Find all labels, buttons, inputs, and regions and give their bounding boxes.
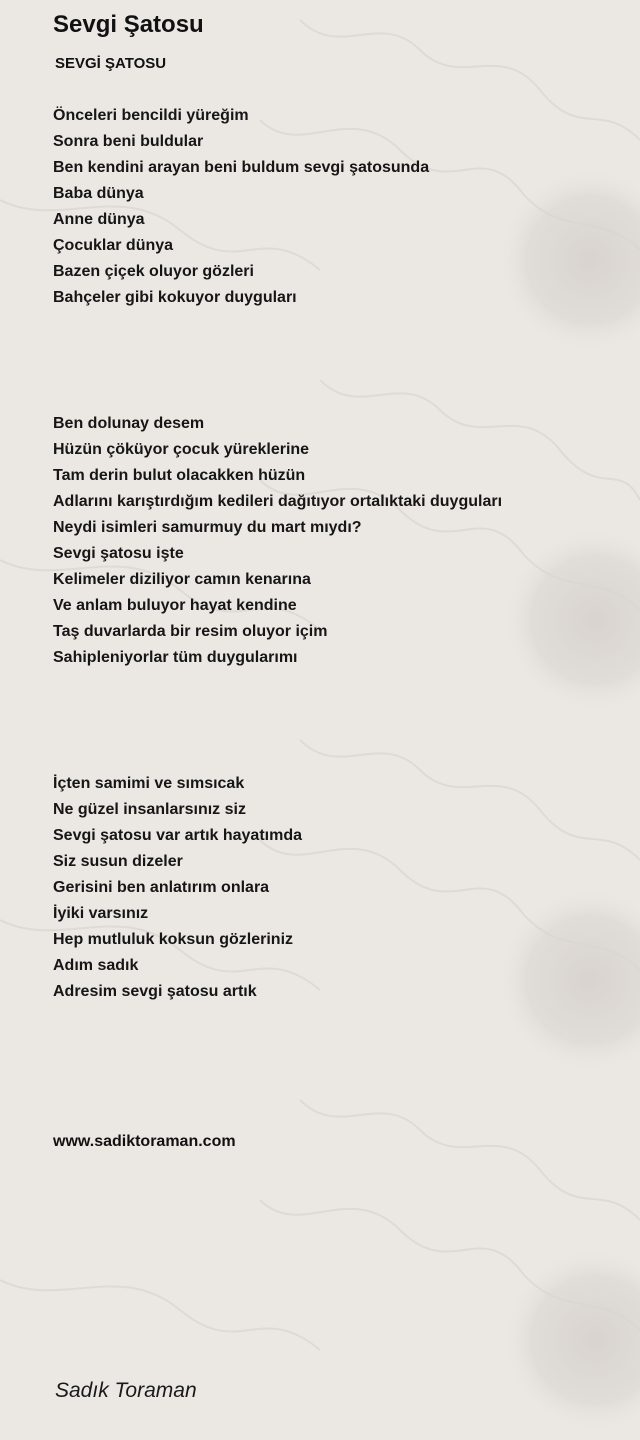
poem-line: Ve anlam buluyor hayat kendine: [53, 597, 297, 614]
poem-line: Çocuklar dünya: [53, 237, 174, 254]
poem-title: Sevgi Şatosu: [53, 11, 204, 38]
poem-line: Sevgi şatosu işte: [53, 545, 184, 562]
poem-line: Adresim sevgi şatosu artık: [53, 983, 257, 1000]
poem-line: Bazen çiçek oluyor gözleri: [53, 263, 254, 280]
poem-line: Sevgi şatosu var artık hayatımda: [53, 827, 302, 844]
poem-line: Sonra beni buldular: [53, 133, 204, 150]
poem-subtitle: SEVGİ ŞATOSU: [55, 55, 167, 72]
poem-line: İçten samimi ve sımsıcak: [53, 775, 245, 792]
stanza-3: [53, 771, 302, 1005]
poem-line: Kelimeler diziliyor camın kenarına: [53, 571, 311, 588]
poem-line: Gerisini ben anlatırım onlara: [53, 879, 270, 896]
poem-line: Ben dolunay desem: [53, 415, 205, 432]
poem-line: İyiki varsınız: [53, 905, 149, 922]
poem-line: Siz susun dizeler: [53, 853, 183, 870]
poem-line: Ben kendini arayan beni buldum sevgi şatosunda: [53, 159, 430, 176]
poem-line: Taş duvarlarda bir resim oluyor içim: [53, 623, 328, 640]
stanza-1: [53, 103, 429, 311]
stanza-2: [53, 411, 502, 671]
poem-line: Önceleri bencildi yüreğim: [53, 107, 249, 124]
poem-line: Hüzün çöküyor çocuk yüreklerine: [53, 441, 310, 458]
poem-line: Sahipleniyorlar tüm duygularımı: [53, 649, 298, 666]
author-name: Sadık Toraman: [55, 1379, 197, 1402]
website-link[interactable]: www.sadiktoraman.com: [53, 1133, 236, 1150]
poem-line: Anne dünya: [53, 211, 145, 228]
poem-line: Bahçeler gibi kokuyor duyguları: [53, 289, 297, 306]
poem-line: Neydi isimleri samurmuy du mart mıydı?: [53, 519, 362, 536]
poem-line: Ne güzel insanlarsınız siz: [53, 801, 246, 818]
poem-line: Adlarını karıştırdığım kedileri dağıtıyor ortalıktaki duyguları: [53, 493, 503, 510]
poem-line: Baba dünya: [53, 185, 144, 202]
poem-line: Adım sadık: [53, 957, 139, 974]
poem-line: Tam derin bulut olacakken hüzün: [53, 467, 306, 484]
poem-line: Hep mutluluk koksun gözleriniz: [53, 931, 294, 948]
